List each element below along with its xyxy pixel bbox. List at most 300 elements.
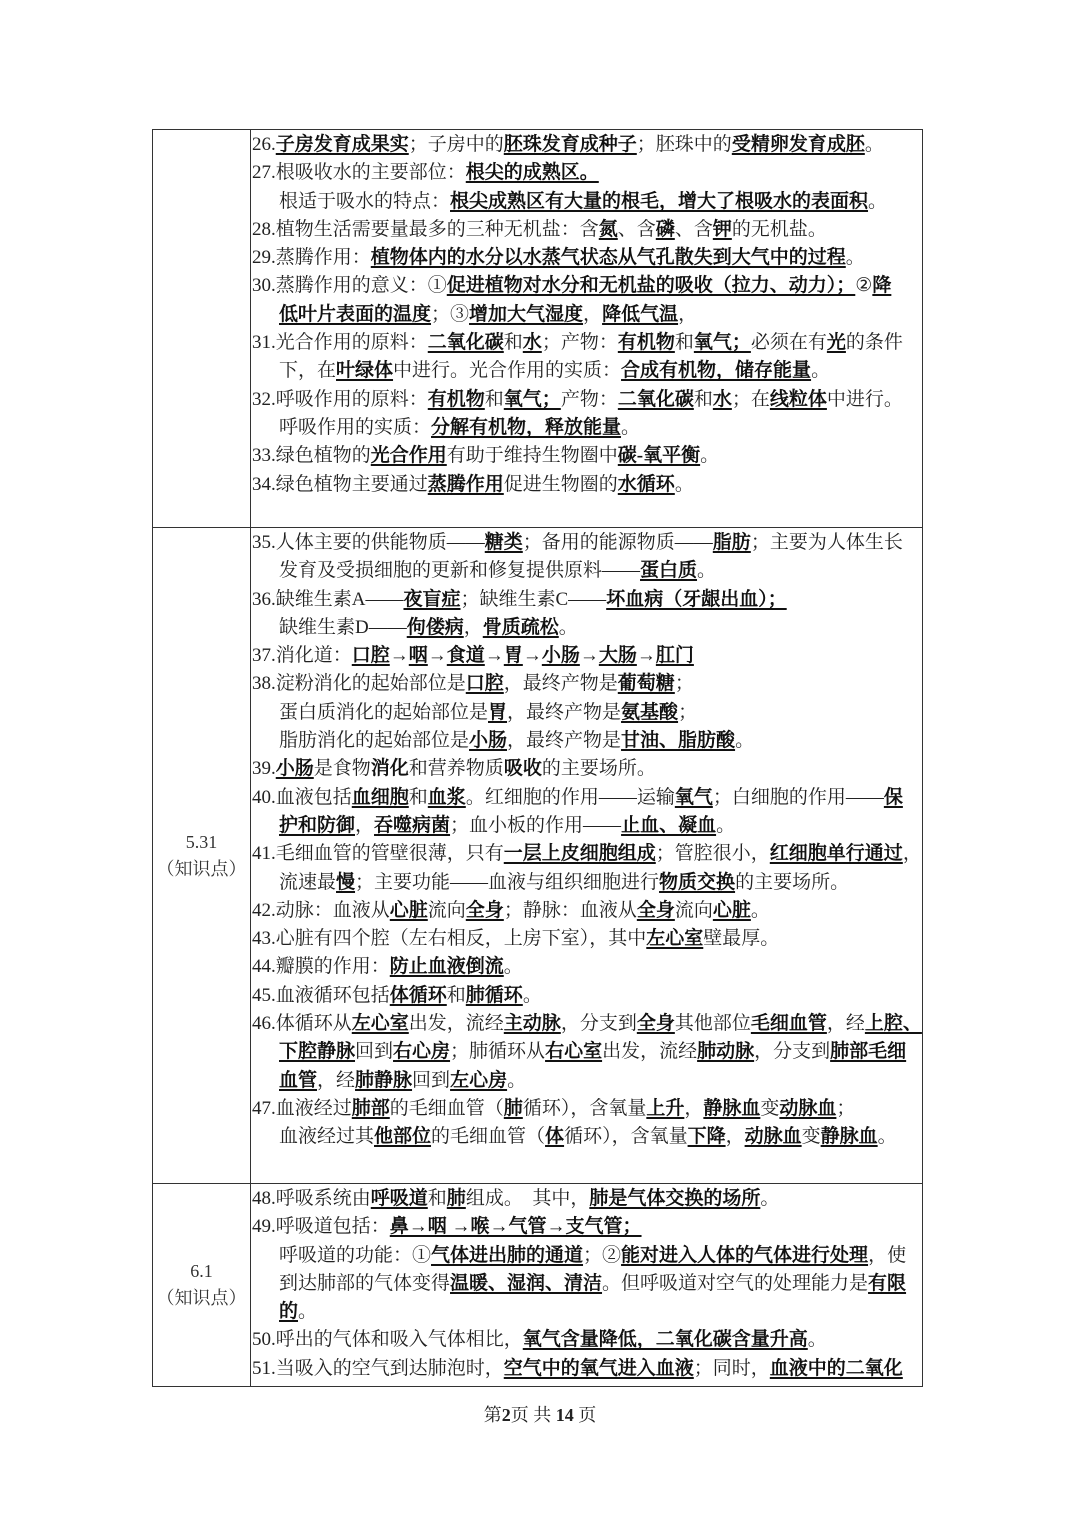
line-text: 变 xyxy=(801,1126,821,1148)
knowledge-line xyxy=(252,1298,922,1326)
content-cell xyxy=(251,528,923,1184)
knowledge-line xyxy=(252,642,922,670)
line-text: ，分支到 xyxy=(754,1041,831,1063)
footer-middle: 页 共 xyxy=(510,1405,556,1425)
knowledge-line xyxy=(252,216,922,244)
line-text: 发育及受损细胞的更新和修复提供原料—— xyxy=(279,560,641,582)
key-term: 氧气含量降低，二氧化碳含量升高 xyxy=(522,1329,808,1351)
knowledge-line xyxy=(252,1010,922,1038)
key-term: 有限 xyxy=(868,1272,907,1294)
line-text: 到达肺部的气体变得 xyxy=(279,1272,451,1294)
knowledge-line xyxy=(252,1095,922,1123)
line-text: 出发，流经 xyxy=(408,1013,504,1035)
line-text: 29.蒸腾作用： xyxy=(252,247,371,269)
line-text: → xyxy=(427,645,447,667)
key-term: 合成有机物，储存能量 xyxy=(621,360,812,382)
knowledge-line xyxy=(252,159,922,187)
key-term: 二氧化碳 xyxy=(617,388,694,410)
key-term: 动脉血 xyxy=(779,1097,837,1119)
key-term: 全身 xyxy=(636,899,675,921)
key-term: 小肠 xyxy=(469,730,508,752)
key-term: 防止血液倒流 xyxy=(389,956,504,978)
line-text: 和 xyxy=(503,332,523,354)
key-term: 咽 xyxy=(408,645,428,667)
key-term: 左心房 xyxy=(450,1069,508,1091)
knowledge-line xyxy=(252,357,922,385)
key-term: 糖类 xyxy=(484,532,523,553)
key-term: 脂肪 xyxy=(712,532,751,553)
line-text: 有助于维持生物圈中 xyxy=(446,445,618,467)
line-text: 51.当吸入的空气到达肺泡时， xyxy=(252,1357,504,1379)
line-text: 下，在 xyxy=(279,360,337,382)
line-text: ， xyxy=(355,814,375,836)
line-text: ；白细胞的作用—— xyxy=(712,786,884,808)
key-term: 他部位 xyxy=(374,1126,432,1148)
key-term: 骨质疏松 xyxy=(482,616,559,638)
line-text: 50.呼出的气体和吸入气体相比， xyxy=(252,1329,523,1351)
key-term: 右心室 xyxy=(545,1041,603,1063)
line-text: 。 xyxy=(621,416,641,438)
line-text: 。 xyxy=(845,247,865,269)
content-cell xyxy=(251,130,923,528)
line-text: ；血小板的作用—— xyxy=(450,814,622,836)
key-term: 植物体内的水分以水蒸气状态从气孔散失到大气中的过程 xyxy=(370,247,846,269)
line-text: ；胚珠中的 xyxy=(636,134,732,155)
key-term: 胃 xyxy=(488,701,508,723)
knowledge-line xyxy=(252,840,922,868)
key-term: 肺部毛细 xyxy=(830,1041,907,1063)
line-text: 中进行。光合作用的实质： xyxy=(393,360,622,382)
knowledge-table xyxy=(152,129,923,1387)
line-text: ； xyxy=(836,1097,856,1119)
key-term: 胚珠发育成种子 xyxy=(503,134,637,155)
knowledge-line xyxy=(252,188,922,216)
line-text: ；肺循环从 xyxy=(450,1041,546,1063)
key-term: 甘油、脂肪酸 xyxy=(621,730,736,752)
line-text: ； xyxy=(674,673,694,695)
key-term: 气体进出肺的通道 xyxy=(431,1244,584,1266)
line-text: 45.血液循环包括 xyxy=(252,984,390,1006)
line-text: 48.呼吸系统由 xyxy=(252,1188,371,1209)
date-label: 5.31 xyxy=(185,831,218,852)
key-term: 护和防御 xyxy=(279,814,356,836)
knowledge-line xyxy=(252,471,922,499)
key-term: 根尖的成熟区。 xyxy=(465,162,599,184)
line-text: 和 xyxy=(446,984,466,1006)
key-term: 毛细血管 xyxy=(750,1013,827,1035)
line-text: 27.根吸收水的主要部位： xyxy=(252,162,466,184)
page-footer xyxy=(0,1401,1080,1427)
knowledge-line xyxy=(252,414,922,442)
key-term: 大肠 xyxy=(598,645,637,667)
line-text: 37.消化道： xyxy=(252,645,352,667)
line-text: 必须在有 xyxy=(750,332,827,354)
knowledge-line xyxy=(252,442,922,470)
line-text: ，最终产物是 xyxy=(507,730,622,752)
key-term: 氮 xyxy=(598,218,618,240)
line-text: 流速最 xyxy=(279,871,337,893)
line-text: 的毛细血管（ xyxy=(431,1126,546,1148)
line-text: ；管腔很小， xyxy=(655,843,770,865)
key-term: 肺循环 xyxy=(465,984,523,1006)
line-text: 。 xyxy=(735,730,755,752)
line-text: → xyxy=(579,645,599,667)
line-text: 。但呼吸道对空气的处理能力是 xyxy=(602,1272,869,1294)
date-cell xyxy=(153,130,251,528)
key-term: 夜盲症 xyxy=(403,588,461,610)
line-text: 呼吸作用的实质： xyxy=(279,416,432,438)
line-text: 38.淀粉消化的起始部位是 xyxy=(252,673,466,695)
key-term: 低叶片表面的温度 xyxy=(279,303,432,325)
line-text: 蛋白质消化的起始部位是 xyxy=(279,701,489,723)
key-term: 全身 xyxy=(465,899,504,921)
line-text: ② xyxy=(855,275,873,297)
knowledge-line xyxy=(252,755,922,783)
line-text: 40.血液包括 xyxy=(252,786,352,808)
key-term: 降低气温 xyxy=(602,303,679,325)
line-text: ，经 xyxy=(317,1069,356,1091)
knowledge-line xyxy=(252,699,922,727)
line-text: ， xyxy=(583,303,603,325)
knowledge-line xyxy=(252,1270,922,1298)
knowledge-line xyxy=(252,529,922,557)
key-term: 小肠 xyxy=(275,758,314,780)
line-text: 。 xyxy=(522,984,542,1006)
knowledge-line xyxy=(252,982,922,1010)
footer-suffix: 页 xyxy=(573,1405,597,1425)
line-text: 呼吸道的功能：① xyxy=(279,1244,432,1266)
key-term: 的 xyxy=(279,1301,299,1323)
key-term: 食道 xyxy=(446,645,485,667)
knowledge-line xyxy=(252,897,922,925)
key-term: 呼吸道 xyxy=(370,1188,428,1209)
table-row xyxy=(153,1184,923,1387)
line-text: ；缺维生素C—— xyxy=(460,588,607,610)
line-text: 。 xyxy=(868,190,888,212)
line-text: ，使 xyxy=(868,1244,907,1266)
line-text: 其他部位 xyxy=(674,1013,751,1035)
key-term: 佝偻病 xyxy=(406,616,464,638)
key-term: 主动脉 xyxy=(503,1013,561,1035)
key-term: 保 xyxy=(883,786,903,808)
knowledge-line xyxy=(252,1242,922,1270)
line-text: ；主要功能——血液与组织细胞进行 xyxy=(355,871,660,893)
key-term: 静脉血 xyxy=(820,1126,878,1148)
key-term: 二氧化碳 xyxy=(427,332,504,354)
knowledge-line xyxy=(252,869,922,897)
line-text: ；② xyxy=(583,1244,622,1266)
key-term: 心脏 xyxy=(389,899,428,921)
key-term: 根尖成熟区有大量的根毛，增大了根吸水的表面积 xyxy=(450,190,869,212)
key-term: 有机物 xyxy=(427,388,485,410)
knowledge-line xyxy=(252,1355,922,1383)
line-text: 31.光合作用的原料： xyxy=(252,332,428,354)
line-text: ；主要为人体生长 xyxy=(750,532,903,553)
line-text: 中进行。 xyxy=(826,388,903,410)
line-text: 36.缺维生素A—— xyxy=(252,588,404,610)
key-term: 碳-氧平衡 xyxy=(617,445,701,467)
key-term: 小肠 xyxy=(541,645,580,667)
knowledge-line xyxy=(252,1123,922,1151)
line-text: ；静脉：血液从 xyxy=(503,899,637,921)
line-text: 促进生物圈的 xyxy=(503,473,618,495)
line-text: 和营养物质 xyxy=(408,758,504,780)
key-term: 氧气； xyxy=(503,388,561,410)
line-text: 。 xyxy=(298,1301,318,1323)
line-text: 。 xyxy=(811,360,831,382)
line-text: 44.瓣膜的作用： xyxy=(252,956,390,978)
key-term: 线粒体 xyxy=(769,388,827,410)
key-term: 子房发育成果实 xyxy=(275,134,409,155)
table-row xyxy=(153,528,923,1184)
key-term: 右心房 xyxy=(393,1041,451,1063)
key-term: 吸收 xyxy=(503,758,542,780)
key-term: 降 xyxy=(872,275,892,297)
line-text: 34.绿色植物主要通过 xyxy=(252,473,428,495)
line-text: ； xyxy=(678,701,698,723)
line-text: ，经 xyxy=(826,1013,865,1035)
line-text: 、含 xyxy=(674,218,713,240)
key-term: 红细胞单行通过 xyxy=(769,843,903,865)
table-row xyxy=(153,130,923,528)
knowledge-line xyxy=(252,557,922,585)
key-term: 肺 xyxy=(503,1097,523,1119)
line-text: 的条件 xyxy=(845,332,903,354)
key-term: 坏血病（牙龈出血）； xyxy=(606,588,787,610)
knowledge-line xyxy=(252,1213,922,1241)
key-term: 血液中的二氧化 xyxy=(769,1357,903,1379)
line-text: 30.蒸腾作用的意义：① xyxy=(252,275,447,297)
key-term: 左心室 xyxy=(646,928,704,950)
key-term: 氧气 xyxy=(674,786,713,808)
line-text: 血液经过其 xyxy=(279,1126,375,1148)
key-term: 体 xyxy=(545,1126,565,1148)
date-cell xyxy=(153,1184,251,1387)
knowledge-line xyxy=(252,925,922,953)
key-term: 氧气； xyxy=(693,332,751,354)
knowledge-line xyxy=(252,272,922,300)
key-term: 口腔 xyxy=(465,673,504,695)
line-text: 。 xyxy=(807,1329,827,1351)
line-text: 。 xyxy=(507,1069,527,1091)
line-text: 。 xyxy=(700,445,720,467)
line-text: 。 xyxy=(716,814,736,836)
key-term: 水循环 xyxy=(617,473,675,495)
key-term: 体循环 xyxy=(389,984,447,1006)
key-term: 鼻→咽 →喉→气管→支气管； xyxy=(389,1216,642,1238)
knowledge-line xyxy=(252,953,922,981)
line-text: ；备用的能源物质—— xyxy=(522,532,713,553)
key-term: 下降 xyxy=(687,1126,726,1148)
line-text: 壁最厚。 xyxy=(703,928,780,950)
key-term: 吞噬病菌 xyxy=(374,814,451,836)
key-term: 有机物 xyxy=(617,332,675,354)
line-text: ，最终产物是 xyxy=(507,701,622,723)
key-term: 血细胞 xyxy=(351,786,409,808)
key-term: 氨基酸 xyxy=(621,701,679,723)
line-text: 。 xyxy=(864,134,884,155)
line-text: ， xyxy=(902,843,922,865)
line-text: 和 xyxy=(427,1188,447,1209)
line-text: → xyxy=(522,645,542,667)
line-text: ；产物： xyxy=(541,332,618,354)
key-term: 叶绿体 xyxy=(336,360,394,382)
line-text: 回到 xyxy=(355,1041,394,1063)
line-text: 是食物 xyxy=(313,758,371,780)
line-text: 43.心脏有四个腔（左右相反，上房下室），其中 xyxy=(252,928,647,950)
key-term: 肺静脉 xyxy=(355,1069,413,1091)
line-text: 。 xyxy=(760,1188,780,1209)
line-text: 的无机盐。 xyxy=(731,218,827,240)
line-text: 28.植物生活需要量最多的三种无机盐：含 xyxy=(252,218,599,240)
date-label: 6.1 xyxy=(190,1261,213,1281)
key-term: 上腔、 xyxy=(864,1013,922,1035)
line-text: 42.动脉：血液从 xyxy=(252,899,390,921)
line-text: 。 xyxy=(503,956,523,978)
key-term: 肺部 xyxy=(351,1097,390,1119)
knowledge-line xyxy=(252,301,922,329)
line-text: 的主要场所。 xyxy=(735,871,850,893)
line-text: 。 xyxy=(558,616,578,638)
key-term: 肺是气体交换的场所 xyxy=(589,1188,761,1209)
key-term: 增加大气湿度 xyxy=(469,303,584,325)
key-term: 分解有机物，释放能量 xyxy=(431,416,622,438)
key-term: 慢 xyxy=(336,871,356,893)
key-term: 水 xyxy=(522,332,542,354)
line-text: ，最终产物是 xyxy=(503,673,618,695)
line-text: 产物： xyxy=(560,388,618,410)
line-text: ， xyxy=(463,616,483,638)
line-text: 根适于吸水的特点： xyxy=(279,190,451,212)
line-text: 回到 xyxy=(412,1069,451,1091)
key-term: 钾 xyxy=(712,218,732,240)
line-text: 、含 xyxy=(617,218,656,240)
key-term: 肺动脉 xyxy=(697,1041,755,1063)
line-text: 组成。 其中， xyxy=(465,1188,590,1209)
key-term: 全身 xyxy=(636,1013,675,1035)
line-text: ， xyxy=(725,1126,745,1148)
key-term: 一层上皮细胞组成 xyxy=(503,843,656,865)
key-term: 左心室 xyxy=(351,1013,409,1035)
line-text: 。 xyxy=(750,899,770,921)
key-term: 葡萄糖 xyxy=(617,673,675,695)
line-text: ，分支到 xyxy=(560,1013,637,1035)
line-text: 变 xyxy=(760,1097,780,1119)
line-text: ；③ xyxy=(431,303,470,325)
knowledge-line xyxy=(252,614,922,642)
date-sublabel: （知识点） xyxy=(156,858,247,879)
line-text: 的毛细血管（ xyxy=(389,1097,504,1119)
line-text: 46.体循环从 xyxy=(252,1013,352,1035)
knowledge-line xyxy=(252,1038,922,1066)
key-term: 心脏 xyxy=(712,899,751,921)
key-term: 肛门 xyxy=(655,645,694,667)
line-text: 35.人体主要的供能物质—— xyxy=(252,532,485,553)
line-text: 和 xyxy=(693,388,713,410)
line-text: 和 xyxy=(408,786,428,808)
key-term: 胃 xyxy=(503,645,523,667)
knowledge-line xyxy=(252,386,922,414)
key-term: 温暖、湿润、清洁 xyxy=(450,1272,603,1294)
line-text: 循环），含氧量 xyxy=(564,1126,688,1148)
line-text: ；同时， xyxy=(693,1357,770,1379)
line-text: 。 xyxy=(674,473,694,495)
key-term: 血管 xyxy=(279,1069,318,1091)
key-term: 口腔 xyxy=(351,645,390,667)
knowledge-line xyxy=(252,1067,922,1095)
knowledge-line xyxy=(252,1326,922,1354)
key-term: 止血、凝血 xyxy=(621,814,717,836)
line-text: 。红细胞的作用——运输 xyxy=(465,786,675,808)
key-term: 肺 xyxy=(446,1188,466,1209)
key-term: 消化 xyxy=(370,758,409,780)
knowledge-line xyxy=(252,670,922,698)
line-text: 39. xyxy=(252,758,276,780)
key-term: 能对进入人体的气体进行处理 xyxy=(621,1244,869,1266)
line-text: 流向 xyxy=(427,899,466,921)
line-text: ；子房中的 xyxy=(408,134,504,155)
key-term: 血浆 xyxy=(427,786,466,808)
line-text: 循环），含氧量 xyxy=(522,1097,647,1119)
knowledge-line xyxy=(252,784,922,812)
line-text: 和 xyxy=(484,388,504,410)
key-term: 动脉血 xyxy=(744,1126,802,1148)
knowledge-line xyxy=(252,329,922,357)
key-term: 磷 xyxy=(655,218,675,240)
line-text: 。 xyxy=(877,1126,897,1148)
line-text: 41.毛细血管的管壁很薄，只有 xyxy=(252,843,504,865)
knowledge-line xyxy=(252,727,922,755)
line-text: 33.绿色植物的 xyxy=(252,445,371,467)
page-total: 14 xyxy=(555,1405,574,1425)
line-text: → xyxy=(484,645,504,667)
line-text: 26. xyxy=(252,134,276,155)
knowledge-line xyxy=(252,131,922,159)
knowledge-line xyxy=(252,1185,922,1213)
line-text: ；在 xyxy=(731,388,770,410)
key-term: 上升 xyxy=(646,1097,685,1119)
knowledge-line xyxy=(252,244,922,272)
line-text: 流向 xyxy=(674,899,713,921)
knowledge-line xyxy=(252,812,922,840)
line-text: → xyxy=(636,645,656,667)
key-term: 蒸腾作用 xyxy=(427,473,504,495)
key-term: 蛋白质 xyxy=(640,560,698,582)
date-cell xyxy=(153,528,251,1184)
line-text: → xyxy=(389,645,409,667)
line-text: 出发，流经 xyxy=(602,1041,698,1063)
line-text: ， xyxy=(678,303,698,325)
key-term: 下腔静脉 xyxy=(279,1041,356,1063)
key-term: 促进植物对水分和无机盐的吸收（拉力、动力）； xyxy=(446,275,856,297)
line-text: 脂肪消化的起始部位是 xyxy=(279,730,470,752)
line-text: ， xyxy=(684,1097,704,1119)
key-term: 水 xyxy=(712,388,732,410)
content-cell xyxy=(251,1184,923,1387)
page-number: 2 xyxy=(501,1405,511,1425)
date-sublabel: （知识点） xyxy=(156,1288,247,1308)
key-term: 光 xyxy=(826,332,846,354)
key-term: 受精卵发育成胚 xyxy=(731,134,865,155)
key-term: 光合作用 xyxy=(370,445,447,467)
key-term: 物质交换 xyxy=(659,871,736,893)
line-text: 的主要场所。 xyxy=(541,758,656,780)
key-term: 静脉血 xyxy=(703,1097,761,1119)
line-text: 47.血液经过 xyxy=(252,1097,352,1119)
key-term: 空气中的氧气进入血液 xyxy=(503,1357,694,1379)
footer-prefix: 第 xyxy=(483,1405,502,1425)
line-text: 。 xyxy=(697,560,717,582)
